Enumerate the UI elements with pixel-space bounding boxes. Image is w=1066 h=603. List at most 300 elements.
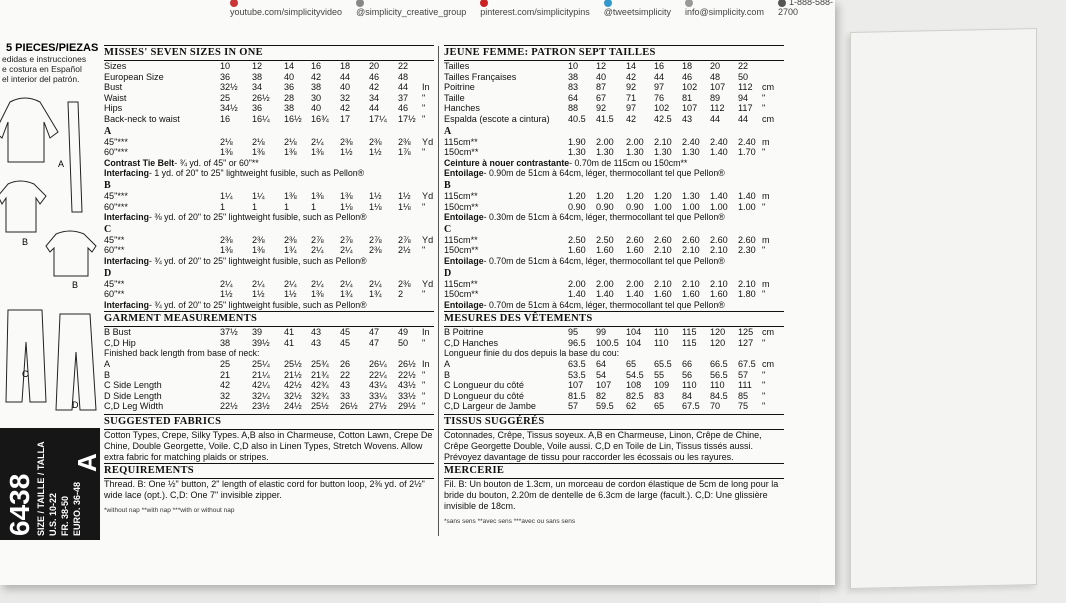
yardage-row-value: 2.10 [710,278,728,289]
yardage-row-label: 115cm** [444,234,478,245]
finished-row-value: 65 [626,359,637,370]
footnote: *without nap **with nap ***with or without nap [104,507,235,515]
size-row-value: 34 [369,92,380,103]
notion-label: Interfacing [104,212,149,223]
notion-label: Contrast Tie Belt [104,157,175,168]
garment-row-value: 43 [311,327,322,338]
finished-length-label: Finished back length from base of neck: [104,348,260,359]
yardage-row [104,147,434,158]
yardage-row-label: 150cm** [444,245,479,256]
garment-row-label: B Poitrine [444,327,484,338]
yardage-row-value: 1½ [340,147,353,158]
finished-row-value: 22½ [220,401,238,412]
size-row-value: 44 [340,71,351,82]
notion-text: - 0.70m de 115cm ou 150cm** [569,157,688,168]
view-heading: A [104,125,112,137]
notion-line [104,256,434,267]
garment-row [104,338,434,349]
size-row-value: 20 [369,61,380,71]
view-heading: B [444,179,451,191]
yardage-row-value: 1⅞ [398,147,411,158]
size-row-value: 22 [738,61,749,71]
notion-line [444,300,784,311]
yardage-row-value: 2¼ [369,278,382,289]
yardage-row-value: " [762,201,766,212]
yardage-row-value: 1.40 [568,289,586,300]
size-row-value: 102 [682,82,698,93]
fabrics-text: Cotton Types, Crepe, Silky Types. A,B also in Charmeuse, Cotton Lawn, Crepe De Chine, Double Georgette, Voile. C,D also in Linen Types, Stretch Wovens. Allow extra fabric for matching plaids or stripes. [104,430,433,462]
finished-row-value: 62 [626,401,637,412]
yardage-row-value: 0.90 [568,201,586,212]
notion-text: - ¾ yd. of 20" to 25" lightweight fusible, such as Pellon® [148,255,367,266]
garment-row-value: 127 [738,337,754,348]
size-row-label: Taille [444,92,465,103]
size-row-value: 97 [626,103,637,114]
finished-row-value: 25¼ [252,359,270,370]
size-row-value: 26½ [252,92,270,103]
finished-row-value: In [422,359,430,370]
yardage-row-value: " [762,245,766,256]
yardage-row-value: 1.40 [596,289,614,300]
finished-row-value: 109 [654,380,670,391]
garment-row-value: 41 [284,337,295,348]
yardage-row-value: 2¼ [311,136,324,147]
notion-label: Entoilage [444,299,484,310]
finished-row-value: 24½ [284,401,302,412]
notion-text: - ¾ yd. of 45" or 60"** [174,157,259,168]
finished-row [104,401,434,412]
finished-row-value: 43¼ [369,380,387,391]
notion-text: - 0.30m de 51cm à 64cm, léger, thermocollant tel que Pellon® [483,212,725,223]
fr-title: JEUNE FEMME: PATRON SEPT TAILLES [444,45,784,61]
yardage-row-value: 1⅛ [398,201,411,212]
yardage-row-value: 1 [311,201,317,212]
yardage-row-value: Yd [422,190,434,201]
finished-row-value: 26½ [398,359,416,370]
yardage-row-value: 2¼ [340,245,353,256]
garment-row-label: C,D Hip [104,337,136,348]
yardage-row-value: " [422,289,426,300]
size-row-value: cm [762,82,775,93]
yardage-row-value: 2⅞ [340,234,353,245]
yardage-row-label: 60"*** [104,147,128,158]
yardage-row-value: 2⅞ [311,234,324,245]
yardage-row-value: 2⅛ [220,136,233,147]
garment-row-value: 45 [340,327,351,338]
yardage-row-value: 2.60 [710,234,728,245]
pattern-number: 6438 [4,473,35,536]
pieces-note-2: e costura en Español [2,64,82,74]
size-row-value: 12 [252,61,263,71]
size-row-label: Poitrine [444,82,475,93]
view-heading: C [104,223,112,235]
french-chart [444,45,784,525]
finished-row [444,380,784,391]
size-row-value: 16½ [284,113,302,124]
size-row-value: In [422,82,430,93]
size-row-value: 34½ [220,103,238,114]
yardage-row-value: 2.60 [738,234,756,245]
finished-row-value: 108 [626,380,642,391]
finished-row-value: " [422,390,426,401]
yardage-row-value: 1⅜ [340,190,353,201]
size-row-value: 14 [284,61,295,71]
yardage-row-label: 45"** [104,234,125,245]
yardage-row-value: 2.10 [682,245,700,256]
finished-row-value: 66.5 [710,359,728,370]
size-row [444,103,784,114]
garment-row [104,327,434,338]
envelope-flap [850,28,1037,589]
garment-row-value: 110 [654,327,669,338]
yardage-row-value: 2¼ [220,278,233,289]
twitter-icon [604,0,612,7]
yardage-row-value: 2.40 [738,136,756,147]
yardage-row-value: 2.40 [682,136,700,147]
yardage-row-value: 1½ [220,289,233,300]
yardage-row-value: " [762,147,766,158]
size-row-value: 16 [654,61,665,71]
yardage-row-value: 1.80 [738,289,756,300]
yardage-row-value: 1¼ [220,190,233,201]
size-row-label: Sizes [104,61,127,71]
size-row-value: 38 [311,82,322,93]
finished-row-value: 21½ [284,369,302,380]
finished-row [444,401,784,412]
finished-row-value: " [762,380,766,391]
finished-row [444,359,784,370]
notion-text: - 1 yd. of 20" to 25" lightweight fusible, such as Pellon® [148,168,365,179]
garment-row [444,338,784,349]
yardage-row-label: 60"** [104,245,125,256]
finished-row-value: 67.5 [738,359,756,370]
garment-row-value: 49 [398,327,409,338]
size-row [444,114,784,125]
finished-row [104,359,434,370]
yardage-row [104,289,434,300]
finished-row-value: 33½ [398,390,416,401]
yardage-row-value: " [422,147,426,158]
finished-row-value: 23½ [252,401,270,412]
size-row-value: " [762,103,766,114]
size-row-value: 18 [340,61,351,71]
size-row-value: 92 [596,103,607,114]
youtube-link: youtube.com/simplicityvideo [230,0,342,17]
yardage-row-value: 1½ [398,190,411,201]
yardage-row-value: 1⅜ [252,147,265,158]
view-label-c: C [22,369,29,379]
size-row-value: 44 [710,113,721,124]
yardage-row-label: 115cm** [444,278,478,289]
garment-row-value: 45 [340,337,351,348]
yardage-row-value: 2⅜ [369,245,382,256]
yardage-row-label: 45"*** [104,190,128,201]
size-row-value: 40 [284,71,295,82]
yardage-row-value: 1¾ [284,245,297,256]
yardage-row-value: m [762,136,770,147]
english-chart [104,45,434,514]
yardage-row-value: 2.10 [654,245,672,256]
garment-row-value: 110 [654,337,669,348]
yardage-row-label: 150cm** [444,201,479,212]
yardage-row-value: 1.70 [738,147,756,158]
yardage-row-value: 1.20 [626,190,644,201]
size-row-value: 44 [398,82,409,93]
yardage-row-value: 2.00 [596,278,614,289]
size-row-value: 42 [311,71,322,82]
size-row-value: 34 [252,82,263,93]
yardage-row-value: 2¼ [311,245,324,256]
garment-row-value: 99 [596,327,607,338]
yardage-row-value: 1⅜ [252,245,265,256]
pieces-note-3: el interior del patrón. [2,74,80,84]
finished-row-value: 25½ [311,401,329,412]
size-row-label: European Size [104,71,164,82]
yardage-row-value: 1½ [369,190,382,201]
yardage-row-value: " [762,289,766,300]
sketch-top-b-front [0,181,46,232]
garment-row-value: 120 [710,337,726,348]
yardage-row-value: 2⅜ [284,234,297,245]
yardage-row-value: 1.30 [682,190,700,201]
size-row-value: 38 [284,103,295,114]
yardage-row-value: 1 [220,201,226,212]
finished-row-label: C,D Largeur de Jambe [444,401,536,412]
yardage-row-value: 1⅜ [311,289,324,300]
yardage-row-label: 115cm** [444,190,478,201]
garment-row-value: 100.5 [596,337,619,348]
yardage-row-value: 1¼ [252,190,265,201]
finished-row-value: 26¼ [369,359,387,370]
view-label-b: B [22,237,29,247]
size-row-value: 46 [682,71,693,82]
size-row-value: " [422,113,426,124]
notion-line [104,168,434,179]
yardage-row-value: " [422,245,426,256]
yardage-row-value: 1 [284,201,290,212]
finished-row-value: 82 [596,390,607,401]
finished-row-value: 43½ [398,380,416,391]
notion-text: - ¾ yd. of 20" to 25" lightweight fusible, such as Pellon® [148,299,367,310]
view-label-b2: B [72,280,79,290]
size-row-value: 76 [654,92,665,103]
finished-row-label: B [104,369,111,380]
size-euro: EURO. 36-48 [72,481,82,536]
yardage-row [104,235,434,246]
sketch-pants-c [6,310,46,402]
notion-line [444,158,784,169]
yardage-row-value: 2⅜ [369,136,382,147]
requirements-title: MERCERIE [444,463,784,479]
size-row-value: 41.5 [596,113,614,124]
size-row-value: 81 [682,92,693,103]
size-row-value: 46 [398,103,409,114]
yardage-row-value: 2.60 [682,234,700,245]
finished-row-value: 32½ [284,390,302,401]
size-row-value: 22 [398,61,409,71]
garment-row-value: 39½ [252,337,270,348]
finished-row-value: 33 [340,390,351,401]
size-row-value: 12 [596,61,607,71]
view-heading: C [444,223,452,235]
size-row-value: 40 [340,82,351,93]
yardage-row-value: 2⅜ [340,136,353,147]
notion-text: - 0.90m de 51cm à 64cm, léger, thermocollant tel que Pellon® [483,168,725,179]
garment-sketches [0,92,100,482]
size-row-value: 112 [710,103,725,114]
size-label: SIZE / TAILLE / TALLA [36,441,46,536]
yardage-row-value: 1.90 [568,136,586,147]
finished-row [444,370,784,381]
size-row [444,61,784,72]
size-row-value: 64 [568,92,579,103]
size-row-value: 107 [710,82,726,93]
yardage-row-value: 2⅞ [369,234,382,245]
yardage-row-value: 1.40 [710,147,728,158]
fabrics-text: Cotonnades, Crêpe, Tissus soyeux. A,B en Charmeuse, Linon, Crêpe de Chine, Crêpe Georgette Double, Voile aussi. C,D en Toile de Lin, Tissus tissés aussi. Prévoyez davantage de tissu pour raccorder les écossais ou les rayures. [444,430,762,462]
yardage-row-value: m [762,278,770,289]
garment-row-value: " [422,337,426,348]
finished-row-value: 42 [220,380,231,391]
size-row-value: 102 [654,103,670,114]
finished-row-value: 21¼ [252,369,270,380]
finished-row-value: 54 [596,369,607,380]
finished-row-value: " [422,369,426,380]
yardage-row-value: 2.30 [738,245,756,256]
finished-row-value: 65 [654,401,665,412]
garment-row-value: 115 [682,327,697,338]
finished-row-value: 66 [682,359,693,370]
finished-row-value: 53.5 [568,369,586,380]
size-row-value: 10 [220,61,231,71]
garment-row-value: 41 [284,327,295,338]
yardage-row-value: 2⅜ [398,136,411,147]
size-row-value: 17 [340,113,351,124]
pinterest-link: pinterest.com/simplicitypins [480,0,590,17]
finished-row-value: 22 [340,369,351,380]
yardage-row-value: m [762,234,770,245]
view-heading: D [444,267,452,279]
garment-row-value: 37½ [220,327,238,338]
finished-row-value: 25 [220,359,231,370]
footnote: *sans sens **avec sens ***avec ou sans sens [444,517,576,525]
yardage-row [444,202,784,213]
yardage-row-value: 1⅜ [311,190,324,201]
size-row [104,61,434,72]
notion-label: Entoilage [444,255,484,266]
yardage-row-label: 60"** [104,289,125,300]
size-row-value: 107 [682,103,698,114]
yardage-row-label: 115cm** [444,136,478,147]
size-row-value: 40.5 [568,113,586,124]
size-row-value: 36 [284,82,295,93]
garment-row-value: 125 [738,327,754,338]
pattern-number-box [0,428,100,540]
yardage-row-value: " [422,201,426,212]
yardage-row-value: 1⅜ [284,190,297,201]
instagram-icon [356,0,364,7]
finished-row-value: 42¼ [252,380,270,391]
yardage-row-value: 1½ [252,289,265,300]
finished-row-label: D Longueur du côté [444,390,524,401]
size-row-value: 36 [252,103,263,114]
yardage-row-value: 2⅜ [398,278,411,289]
size-row-label: Hips [104,103,123,114]
yardage-row [104,202,434,213]
garment-title: GARMENT MEASUREMENTS [104,311,434,327]
finished-row-value: 56.5 [710,369,728,380]
size-row-value: " [422,103,426,114]
size-row-value: 37 [398,92,409,103]
finished-row-label: B [444,369,451,380]
finished-row-value: 21¾ [311,369,329,380]
yardage-row-value: 1.30 [682,147,700,158]
notion-text: - 0.70m de 51cm à 64cm, léger, thermocollant tel que Pellon® [483,255,725,266]
size-fr: FR. 38-50 [60,495,70,536]
notion-line [104,212,434,223]
finished-row-value: " [422,380,426,391]
finished-row-value: 25½ [284,359,302,370]
finished-row-value: 111 [738,380,752,391]
size-row-value: 83 [568,82,579,93]
yardage-row-value: Yd [422,234,434,245]
size-row-value: 50 [738,71,749,82]
size-row-label: Bust [104,82,123,93]
finished-row-value: 110 [710,380,725,391]
yardage-row-value: 2¼ [311,278,324,289]
size-row-value: " [762,92,766,103]
finished-row-value: 26 [340,359,351,370]
yardage-row-value: 1⅜ [311,147,324,158]
yardage-row-value: 1.20 [568,190,586,201]
yardage-row [444,147,784,158]
notion-text: - 0.70m de 51cm à 64cm, léger, thermocollant tel que Pellon® [483,299,725,310]
yardage-row-value: 2⅜ [220,234,233,245]
email-icon [685,0,693,7]
yardage-row-value: 2.00 [626,278,644,289]
finished-row-value: 55 [654,369,665,380]
size-row-value: 40 [596,71,607,82]
social-links-bar [0,0,835,17]
size-row-value: 40 [311,103,322,114]
yardage-row-value: 1.30 [626,147,644,158]
requirements-text: Fil. B: Un bouton de 1.3cm, un morceau de cordon élastique de 5cm de long pour la bride du bouton, 2.20m de dentelle de 6.3cm de large (facult.). C,D: Une glissière invisible de 18cm. [444,479,779,512]
yardage-row-value: 1⅛ [340,201,353,212]
size-row-value: cm [762,113,775,124]
yardage-row-value: 1.20 [654,190,672,201]
size-row-value: 32 [340,92,351,103]
size-row [104,103,434,114]
yardage-row-value: 2.40 [710,136,728,147]
finished-row-value: 82.5 [626,390,644,401]
youtube-icon [230,0,238,7]
size-row-value: 28 [284,92,295,103]
yardage-row-value: 1.60 [710,289,728,300]
finished-row-value: 57 [568,401,579,412]
yardage-row-value: 2.10 [738,278,756,289]
yardage-row-value: 2.00 [626,136,644,147]
yardage-row-value: Yd [422,136,434,147]
size-row-value: 18 [682,61,693,71]
yardage-row [104,279,434,290]
requirements-title: REQUIREMENTS [104,463,434,479]
size-row-value: 44 [738,113,749,124]
finished-row-value: 22½ [398,369,416,380]
notion-label: Entoilage [444,212,484,223]
garment-row [444,327,784,338]
finished-row-value: 64 [596,359,607,370]
yardage-row-value: 2 [398,289,404,300]
